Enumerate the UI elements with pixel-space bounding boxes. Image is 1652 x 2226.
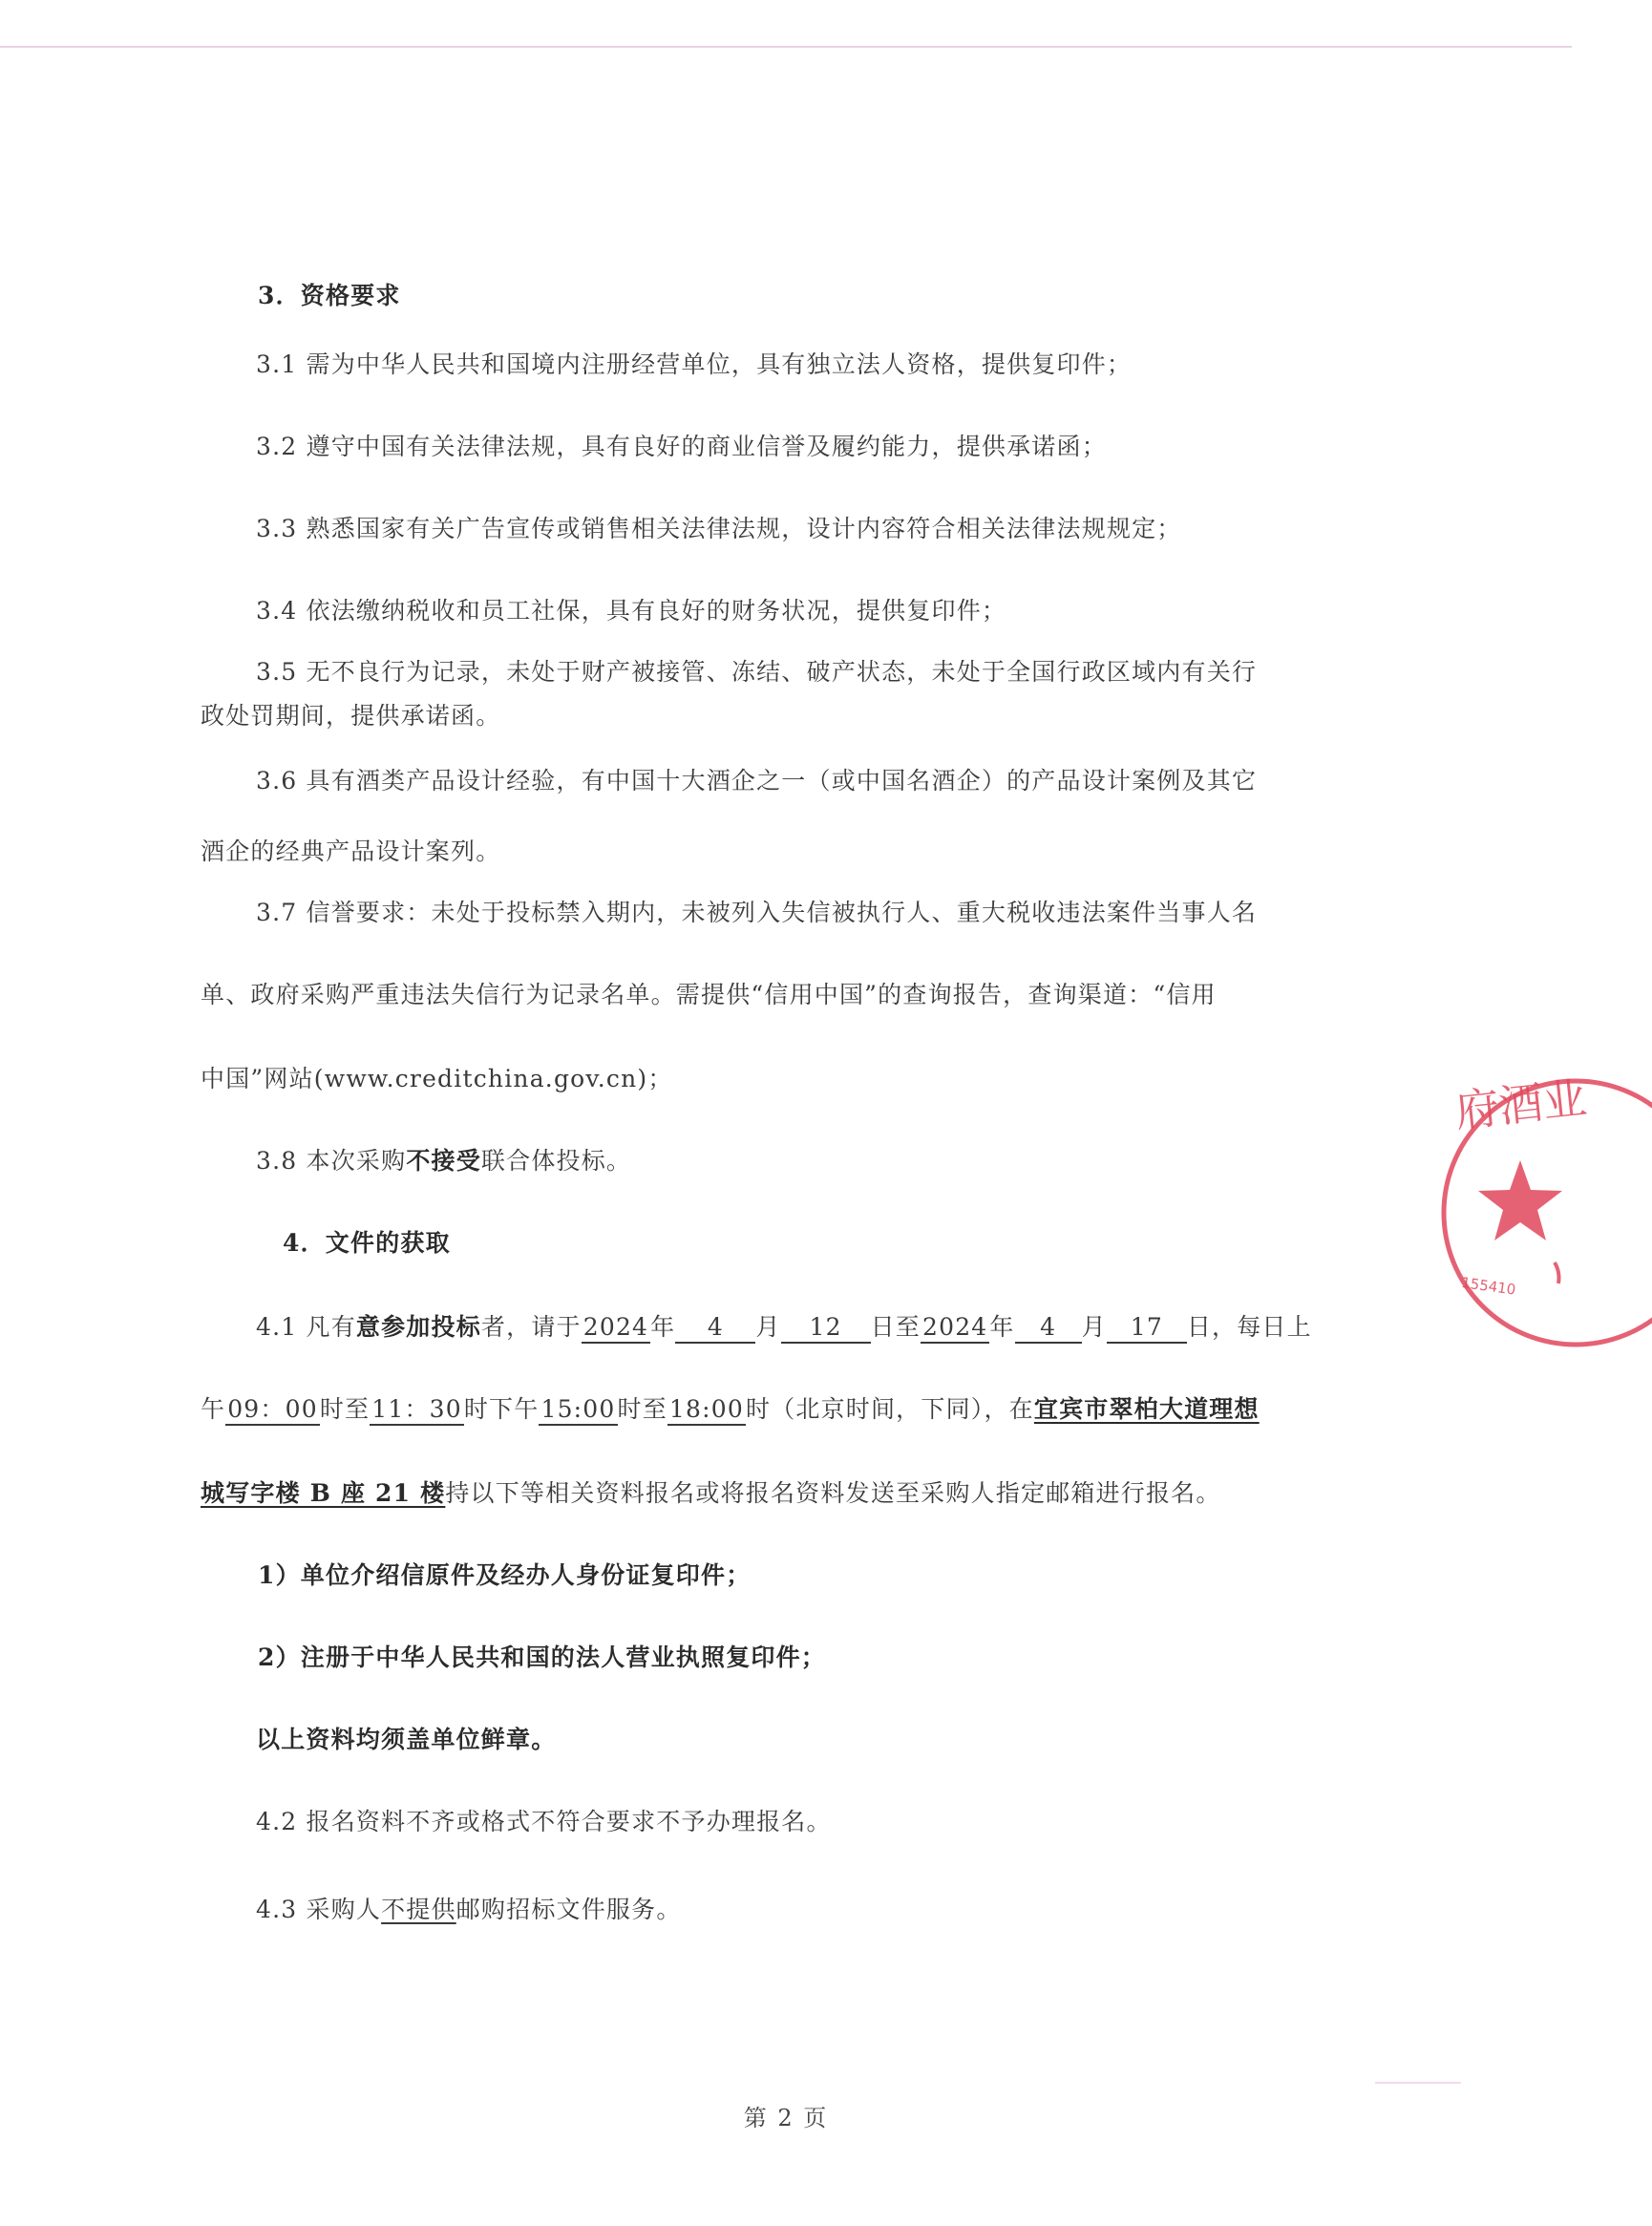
paragraph-4-1-line-1	[256, 1312, 1312, 1344]
p41-text: 年	[989, 1313, 1015, 1341]
end-month: 4	[1015, 1313, 1082, 1344]
section-3-heading: 3．资格要求	[258, 282, 401, 309]
afternoon-end-time: 18:00	[667, 1395, 746, 1426]
p41-text: 持以下等相关资料报名或将报名资料发送至采购人指定邮箱进行报名。	[445, 1479, 1221, 1507]
seal-star-icon	[1478, 1160, 1562, 1240]
p38-text-a: 3.8 本次采购	[256, 1147, 407, 1175]
p41-text: 年	[650, 1313, 676, 1341]
start-year: 2024	[582, 1313, 650, 1344]
paragraph-4-2: 4.2 报名资料不齐或格式不符合要求不予办理报名。	[256, 1808, 832, 1835]
paragraph-3-7-line-2: 单、政府采购严重违法失信行为记录名单。需提供“信用中国”的查询报告，查询渠道：“信用	[201, 981, 1217, 1008]
p41-text: 日至	[870, 1313, 921, 1341]
p41-text: 午	[201, 1395, 226, 1423]
p41-text: 月	[1081, 1313, 1107, 1341]
p41-text: 月	[755, 1313, 781, 1341]
paragraph-3-1: 3.1 需为中华人民共和国境内注册经营单位，具有独立法人资格，提供复印件；	[256, 350, 1133, 378]
paragraph-3-7-line-3: 中国”网站(www.creditchina.gov.cn)；	[201, 1065, 673, 1092]
paragraph-3-5-line-2: 政处罚期间，提供承诺函。	[201, 702, 501, 730]
start-month: 4	[675, 1313, 755, 1344]
page-number: 第 2 页	[743, 2105, 829, 2131]
start-day: 12	[781, 1313, 871, 1344]
paragraph-4-3	[256, 1895, 682, 1925]
address-part-1: 宜宾市翠柏大道理想	[1033, 1395, 1260, 1423]
stamp-note: 以上资料均须盖单位鲜章。	[256, 1726, 557, 1753]
paragraph-3-6-line-1: 3.6 具有酒类产品设计经验，有中国十大酒企之一（或中国名酒企）的产品设计案例及其它	[256, 767, 1258, 795]
top-divider	[0, 46, 1572, 48]
p38-text-c: 联合体投标。	[480, 1147, 632, 1175]
paragraph-4-1-line-3	[201, 1478, 1221, 1509]
requirement-item-1: 1）单位介绍信原件及经办人身份证复印件；	[258, 1561, 752, 1589]
p38-emphasis: 不接受	[406, 1147, 481, 1175]
morning-end-time: 11：30	[370, 1395, 464, 1426]
p41-text: 者，请于	[480, 1313, 582, 1341]
paragraph-3-2: 3.2 遵守中国有关法律法规，具有良好的商业信誉及履约能力，提供承诺函；	[256, 433, 1107, 460]
p41-text: 日，每日上	[1186, 1313, 1312, 1341]
end-year: 2024	[921, 1313, 989, 1344]
requirement-item-2: 2）注册于中华人民共和国的法人营业执照复印件；	[258, 1643, 826, 1671]
seal-text: 府酒业	[1452, 1071, 1590, 1137]
afternoon-start-time: 15:00	[539, 1395, 617, 1426]
footer-mark	[1375, 2082, 1461, 2084]
seal-number: 155410	[1460, 1273, 1517, 1299]
end-day: 17	[1107, 1313, 1187, 1344]
morning-start-time: 09：00	[225, 1395, 320, 1426]
paragraph-3-3: 3.3 熟悉国家有关广告宣传或销售相关法律法规，设计内容符合相关法律法规规定；	[256, 515, 1182, 542]
p41-text: 时（北京时间，下同），在	[745, 1395, 1034, 1423]
seal-fragment	[1555, 1262, 1559, 1283]
p43-emphasis: 不提供	[381, 1896, 456, 1923]
p41-text: 时至	[617, 1395, 667, 1423]
p41-text: 4.1 凡有	[256, 1313, 356, 1341]
paragraph-4-1-line-2	[201, 1394, 1260, 1426]
p43-text-a: 4.3 采购人	[256, 1896, 382, 1923]
paragraph-3-4: 3.4 依法缴纳税收和员工社保，具有良好的财务状况，提供复印件；	[256, 597, 1007, 625]
p43-text-c: 邮购招标文件服务。	[455, 1896, 682, 1923]
paragraph-3-6-line-2: 酒企的经典产品设计案列。	[201, 837, 501, 865]
p41-text: 时至	[319, 1395, 371, 1423]
paragraph-3-5-line-1: 3.5 无不良行为记录，未处于财产被接管、冻结、破产状态，未处于全国行政区域内有关行	[256, 658, 1258, 686]
paragraph-3-7-line-1: 3.7 信誉要求：未处于投标禁入期内，未被列入失信被执行人、重大税收违法案件当事人名	[256, 899, 1258, 926]
paragraph-3-8	[256, 1146, 631, 1177]
address-part-2: 城写字楼 B 座 21 楼	[201, 1479, 446, 1507]
section-4-heading: 4．文件的获取	[283, 1229, 451, 1257]
p41-emphasis: 意参加投标	[355, 1313, 481, 1341]
company-seal	[1432, 1060, 1652, 1308]
p41-text: 时下午	[463, 1395, 540, 1423]
